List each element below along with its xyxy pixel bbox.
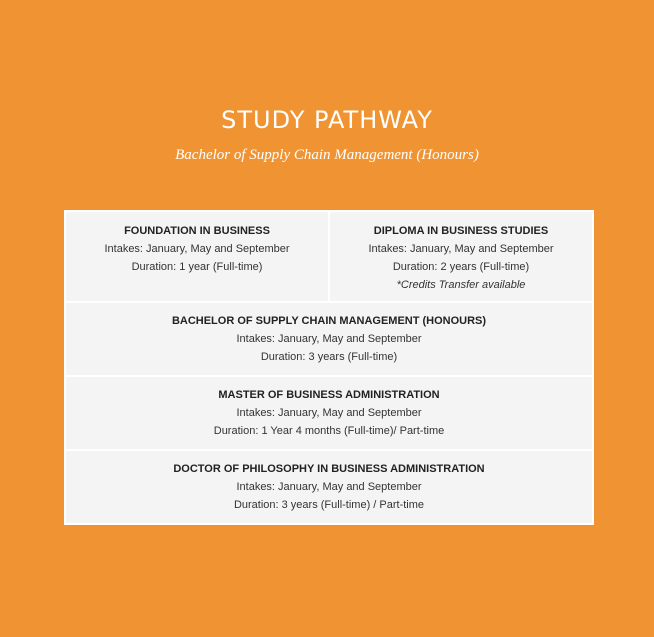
program-duration: Duration: 1 year (Full-time): [131, 261, 263, 273]
program-heading: FOUNDATION IN BUSINESS: [124, 225, 270, 237]
program-duration: Duration: 3 years (Full-time) / Part-time: [233, 499, 425, 511]
program-intakes: Intakes: January, May and September: [236, 333, 422, 345]
program-cell-foundation: [66, 212, 328, 301]
program-duration: Duration: 3 years (Full-time): [260, 351, 398, 363]
program-heading: DIPLOMA IN BUSINESS STUDIES: [373, 225, 549, 237]
page-subtitle: Bachelor of Supply Chain Management (Honours): [175, 147, 479, 163]
page-title: STUDY PATHWAY: [221, 106, 433, 134]
program-heading: MASTER OF BUSINESS ADMINISTRATION: [218, 389, 440, 401]
program-cell-diploma: [330, 212, 592, 301]
program-duration: Duration: 2 years (Full-time): [392, 261, 530, 273]
program-cell-master: [66, 377, 592, 449]
program-intakes: Intakes: January, May and September: [104, 243, 290, 255]
program-heading: DOCTOR OF PHILOSOPHY IN BUSINESS ADMINISTRATION: [173, 463, 485, 475]
study-pathway-table: [64, 210, 594, 525]
program-intakes: Intakes: January, May and September: [236, 407, 422, 419]
program-duration: Duration: 1 Year 4 months (Full-time)/ Part-time: [213, 425, 445, 437]
program-heading: BACHELOR OF SUPPLY CHAIN MANAGEMENT (HONOURS): [171, 315, 487, 327]
program-cell-doctor: [66, 451, 592, 523]
program-intakes: Intakes: January, May and September: [368, 243, 554, 255]
program-intakes: Intakes: January, May and September: [236, 481, 422, 493]
credits-transfer-note: *Credits Transfer available: [396, 279, 526, 291]
program-cell-bachelor: [66, 303, 592, 375]
